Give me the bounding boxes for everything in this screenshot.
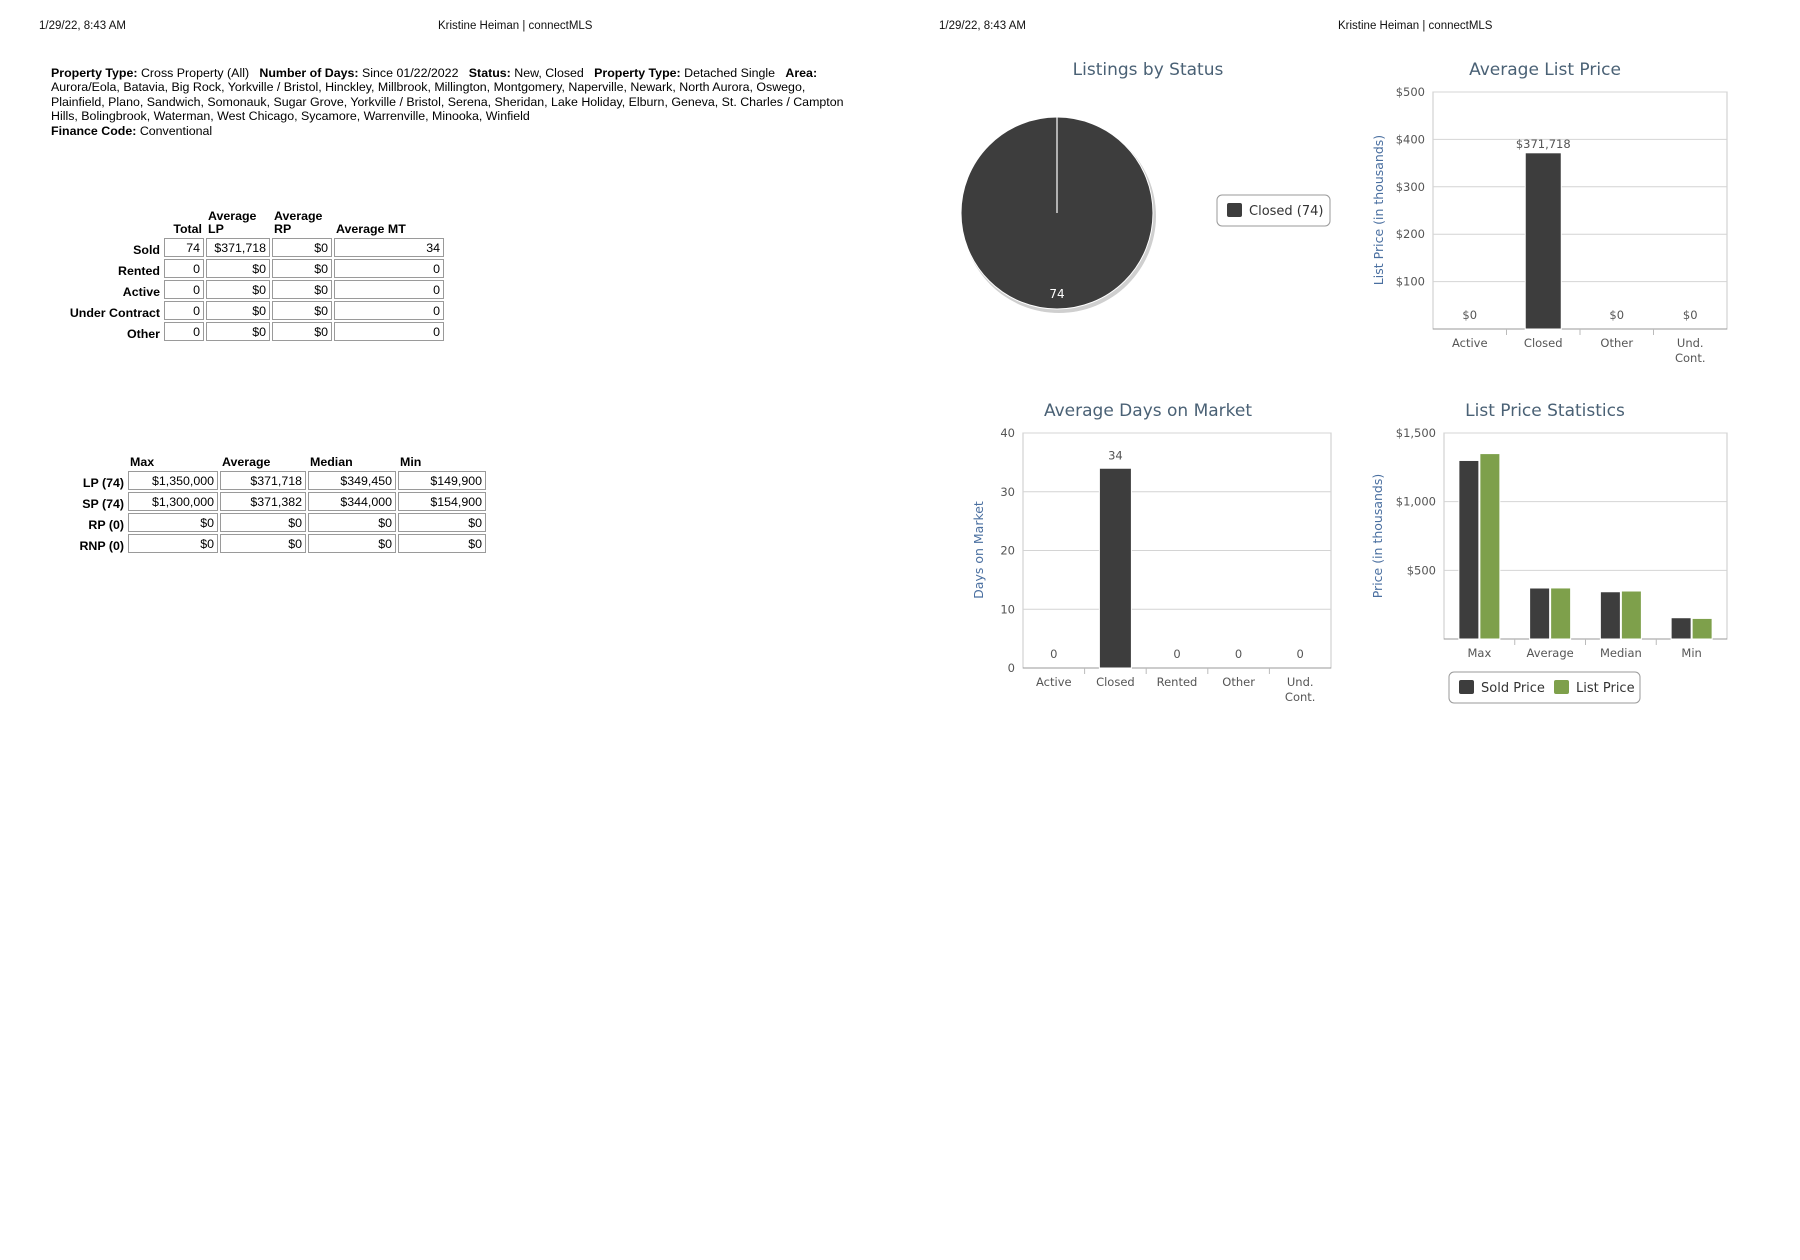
column-header: Average MT [336, 222, 406, 236]
table-cell: 0 [334, 280, 444, 299]
criteria-value: Detached Single [684, 66, 776, 80]
criteria-label: Property Type: [594, 66, 681, 80]
left-user-label: Kristine Heiman | connectMLS [438, 20, 593, 32]
table-cell: $371,382 [220, 492, 306, 511]
table-cell: $154,900 [398, 492, 486, 511]
bar [1530, 588, 1550, 639]
data-label: $371,718 [1515, 136, 1571, 151]
data-label: 0 [1296, 647, 1304, 661]
row-label: Other [126, 327, 160, 341]
chart-title: Listings by Status [1072, 60, 1224, 80]
y-tick-label: $400 [1395, 132, 1425, 147]
data-label: 0 [1234, 647, 1243, 661]
x-tick-label: Other [1600, 336, 1634, 350]
table-cell: 0 [334, 259, 444, 278]
chart-title: List Price Statistics [1465, 401, 1625, 421]
column-header: Average [222, 455, 271, 469]
x-tick-label: Rented [1156, 675, 1198, 689]
table-cell: 0 [334, 301, 444, 320]
legend-label: Closed (74) [1249, 204, 1324, 219]
bar [1525, 153, 1561, 329]
y-tick-label: 30 [1000, 484, 1015, 499]
table-cell: $0 [272, 238, 332, 257]
table-cell: $344,000 [308, 492, 396, 511]
column-header: Average RP [274, 209, 323, 236]
x-tick-label: Closed [1523, 336, 1563, 350]
table-cell: $0 [128, 513, 218, 532]
x-tick-label: Und. [1676, 336, 1704, 350]
column-header: Min [400, 455, 422, 469]
y-tick-label: $200 [1395, 227, 1425, 242]
bar [1480, 454, 1500, 639]
table-cell: 0 [164, 259, 204, 278]
bar [1459, 460, 1479, 639]
column-header: Total [173, 222, 202, 236]
row-label: LP (74) [82, 476, 124, 490]
criteria-label: Property Type: [51, 66, 138, 80]
column-header: Average LP [208, 209, 257, 236]
row-label: Sold [133, 243, 160, 257]
pie-data-label: 74 [1049, 287, 1065, 301]
y-tick-label: 40 [1000, 426, 1015, 440]
bar [1692, 618, 1712, 639]
legend-swatch [1459, 680, 1474, 694]
x-tick-label: Active [1451, 336, 1488, 350]
y-tick-label: $1,000 [1395, 494, 1436, 509]
row-label: Active [122, 285, 160, 299]
y-tick-label: $300 [1395, 179, 1425, 194]
table-cell: $1,300,000 [128, 492, 218, 511]
row-label: RP (0) [88, 518, 124, 532]
criteria-value: Cross Property (All) [140, 66, 250, 80]
table-cell: $0 [398, 513, 486, 532]
table-cell: 34 [334, 238, 444, 257]
x-tick-label: Median [1599, 646, 1642, 660]
table-cell: $1,350,000 [128, 471, 218, 490]
table-cell: $0 [308, 534, 396, 553]
x-tick-label: Min [1681, 646, 1702, 660]
table-cell: 74 [164, 238, 204, 257]
y-axis-label: List Price (in thousands) [1371, 134, 1386, 286]
bar [1099, 468, 1131, 668]
criteria-label: Finance Code: [51, 123, 137, 138]
row-label: Under Contract [69, 306, 160, 320]
table-cell: 0 [164, 322, 204, 341]
legend-swatch [1554, 680, 1569, 694]
table-cell: 0 [334, 322, 444, 341]
table-cell: $0 [272, 280, 332, 299]
criteria-value: New, Closed [514, 66, 584, 80]
criteria-label: Area: [785, 66, 818, 80]
table-cell: 0 [164, 301, 204, 320]
y-tick-label: 0 [1007, 661, 1015, 675]
y-tick-label: $500 [1395, 85, 1425, 99]
row-label: SP (74) [82, 497, 124, 511]
table-cell: $0 [308, 513, 396, 532]
y-tick-label: $500 [1406, 563, 1436, 578]
data-label: 34 [1108, 448, 1123, 463]
criteria-value: Conventional [139, 123, 213, 138]
bar [1551, 588, 1571, 639]
legend-swatch [1227, 203, 1242, 217]
column-header: Median [310, 455, 353, 469]
table-cell: $0 [206, 322, 270, 341]
bar [1600, 592, 1620, 639]
x-tick-label: Cont. [1284, 690, 1316, 704]
y-axis-label: Price (in thousands) [1370, 473, 1385, 599]
right-user-label: Kristine Heiman | connectMLS [1338, 20, 1493, 32]
data-label: $0 [1462, 308, 1478, 322]
data-label: 0 [1173, 647, 1181, 661]
row-label: RNP (0) [79, 539, 124, 553]
x-tick-label: Und. [1286, 675, 1314, 689]
data-label: $0 [1609, 308, 1625, 322]
table-cell: $0 [220, 534, 306, 553]
bar [1621, 591, 1641, 639]
chart-title: Average List Price [1469, 60, 1621, 80]
legend-label: Sold Price [1481, 681, 1545, 696]
data-label: 0 [1050, 647, 1058, 661]
x-tick-label: Closed [1096, 675, 1135, 689]
table-cell: $371,718 [220, 471, 306, 490]
table-cell: $0 [398, 534, 486, 553]
table-cell: $371,718 [206, 238, 270, 257]
column-header: Max [130, 455, 155, 469]
table-cell: $0 [206, 259, 270, 278]
row-label: Rented [118, 264, 160, 278]
x-tick-label: Average [1526, 646, 1574, 660]
criteria-label: Number of Days: [259, 66, 359, 80]
x-tick-label: Active [1036, 675, 1072, 689]
y-tick-label: 20 [1000, 543, 1015, 558]
table-cell: $0 [206, 301, 270, 320]
criteria-value: Since 01/22/2022 [362, 66, 459, 80]
data-label: $0 [1682, 308, 1698, 322]
criteria-value: Aurora/Eola, Batavia, Big Rock, Yorkville / Bristol, Hinckley, Millbrook, Millington, Montgomery, Naperville, Newark, North Aurora, Oswego, Plainfield, Plano, Sandwich, Somonauk, Sugar Grove, Yorkville / Bristol, Serena, Sheridan, Lake Holiday, Elburn, Geneva, St. Charles / Campton Hills, Bolingbrook, Waterman, West Chicago, Sycamore, Warrenville, Minooka, Winfield [51, 80, 844, 124]
table-cell: $349,450 [308, 471, 396, 490]
x-tick-label: Max [1467, 646, 1492, 660]
y-tick-label: 10 [1000, 602, 1015, 617]
y-axis-label: Days on Market [971, 501, 986, 599]
x-tick-label: Other [1222, 675, 1255, 689]
y-tick-label: $1,500 [1395, 426, 1436, 440]
table-cell: $0 [220, 513, 306, 532]
plot-frame [1433, 92, 1727, 329]
chart-title: Average Days on Market [1043, 401, 1253, 421]
x-tick-label: Cont. [1674, 351, 1706, 365]
table-cell: 0 [164, 280, 204, 299]
table-cell: $0 [128, 534, 218, 553]
right-timestamp: 1/29/22, 8:43 AM [939, 20, 1026, 32]
table-cell: $149,900 [398, 471, 486, 490]
table-cell: $0 [272, 259, 332, 278]
table-cell: $0 [272, 301, 332, 320]
y-tick-label: $100 [1395, 274, 1425, 289]
legend-label: List Price [1576, 681, 1635, 696]
table-cell: $0 [272, 322, 332, 341]
bar [1671, 618, 1691, 639]
table-cell: $0 [206, 280, 270, 299]
left-timestamp: 1/29/22, 8:43 AM [39, 20, 126, 32]
criteria-label: Status: [468, 66, 511, 80]
